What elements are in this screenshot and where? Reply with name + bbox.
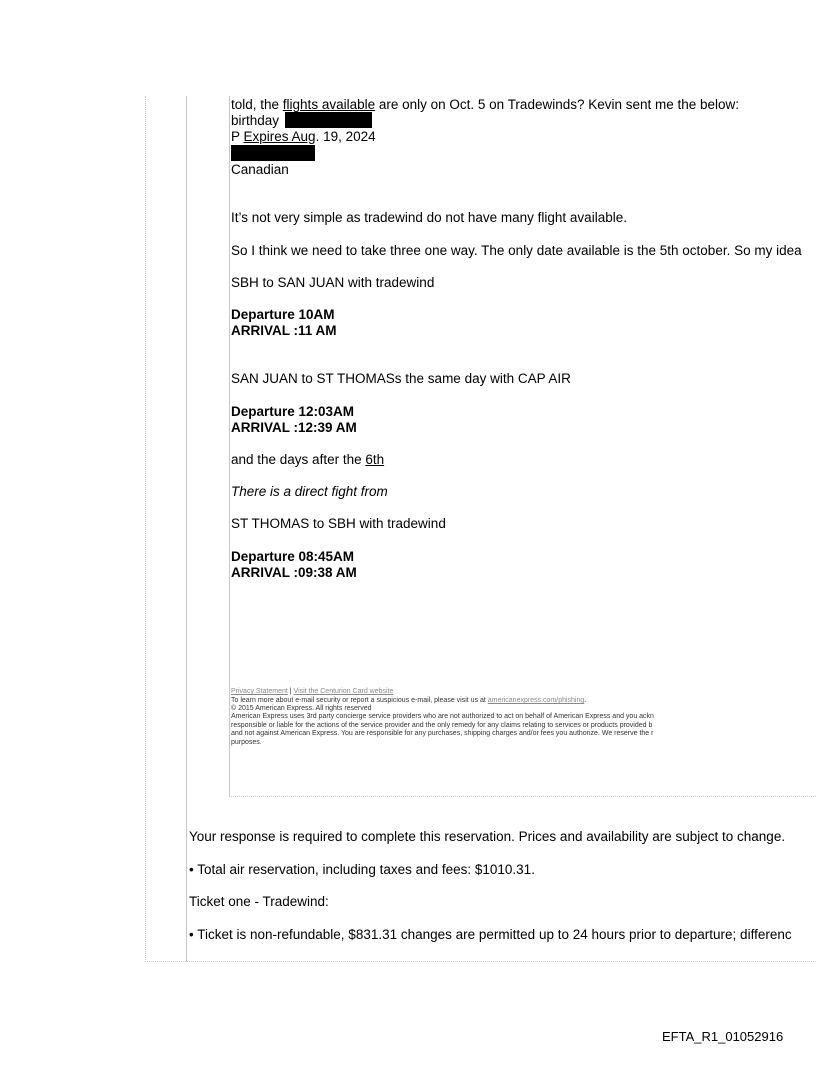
page-id: EFTA_R1_01052916 bbox=[662, 1029, 784, 1044]
redaction-birthday bbox=[285, 112, 372, 128]
leg1-departure: Departure 10AM bbox=[231, 307, 335, 322]
ticket-one-heading: Ticket one - Tradewind: bbox=[189, 894, 329, 909]
phishing-link[interactable]: americanexpress.com/phishing bbox=[487, 697, 585, 704]
footer-disclaimer-1: American Express uses 3rd party concierge service providers who are not authorized to act on behalf of American Express and you ackn bbox=[231, 713, 654, 720]
passport-line: P Expires Aug. 19, 2024 bbox=[231, 129, 376, 144]
leg3-route: ST THOMAS to SBH with tradewind bbox=[231, 516, 446, 531]
redaction-passport bbox=[231, 145, 315, 161]
footer-copyright: © 2015 American Express. All rights reserved bbox=[231, 705, 372, 712]
quote-border-bottom bbox=[229, 796, 816, 797]
quote-border-outer bbox=[186, 96, 187, 962]
para-three-one-way: So I think we need to take three one way. The only date available is the 5th october. So my idea bbox=[231, 243, 802, 258]
leg2-arrival: ARRIVAL :12:39 AM bbox=[231, 420, 357, 435]
date-6th-link[interactable]: 6th bbox=[365, 452, 385, 467]
birthday-label: birthday bbox=[231, 113, 280, 128]
leg2-route: SAN JUAN to ST THOMASs the same day with CAP AIR bbox=[231, 371, 571, 386]
ticket-terms: • Ticket is non-refundable, $831.31 changes are permitted up to 24 hours prior to departure; differenc bbox=[189, 927, 792, 942]
flights-available-link[interactable]: flights available bbox=[282, 97, 376, 112]
footer-links: Privacy Statement | Visit the Centurion Card website bbox=[231, 688, 394, 695]
nationality: Canadian bbox=[231, 162, 289, 177]
centurion-website-link[interactable]: Visit the Centurion Card website bbox=[293, 688, 394, 695]
footer-disclaimer-3: and not against American Express. You are responsible for any purchases, shipping charges and/or fees you authorize. We reserve the r bbox=[231, 730, 654, 737]
leg1-route: SBH to SAN JUAN with tradewind bbox=[231, 275, 435, 290]
response-required: Your response is required to complete this reservation. Prices and availability are subject to change. bbox=[189, 829, 786, 844]
leg2-departure: Departure 12:03AM bbox=[231, 404, 355, 419]
footer-disclaimer-4: purposes. bbox=[231, 739, 262, 746]
flights-question-line: told, the flights available are only on Oct. 5 on Tradewinds? Kevin sent me the below: bbox=[231, 97, 740, 112]
quote-border-inner bbox=[229, 96, 230, 796]
direct-flight-note: There is a direct fight from bbox=[231, 484, 388, 499]
footer-disclaimer-2: responsible or liable for the actions of the service provider and the only remedy for any claims relating to services or products provided b bbox=[231, 722, 653, 729]
days-after-line: and the days after the 6th bbox=[231, 452, 385, 467]
leg1-arrival: ARRIVAL :11 AM bbox=[231, 323, 337, 338]
passport-expiry-link[interactable]: Expires Aug bbox=[243, 129, 316, 144]
outer-border-left bbox=[145, 96, 146, 962]
para-not-simple: It’s not very simple as tradewind do not have many flight available. bbox=[231, 210, 627, 225]
outer-border-bottom bbox=[145, 961, 816, 962]
leg3-departure: Departure 08:45AM bbox=[231, 549, 355, 564]
total-air-reservation: • Total air reservation, including taxes and fees: $1010.31. bbox=[189, 862, 535, 877]
leg3-arrival: ARRIVAL :09:38 AM bbox=[231, 565, 357, 580]
footer-security-line: To learn more about e-mail security or report a suspicious e-mail, please visit us at americanexpress.com/phishing. bbox=[231, 697, 587, 704]
privacy-statement-link[interactable]: Privacy Statement bbox=[231, 688, 288, 695]
